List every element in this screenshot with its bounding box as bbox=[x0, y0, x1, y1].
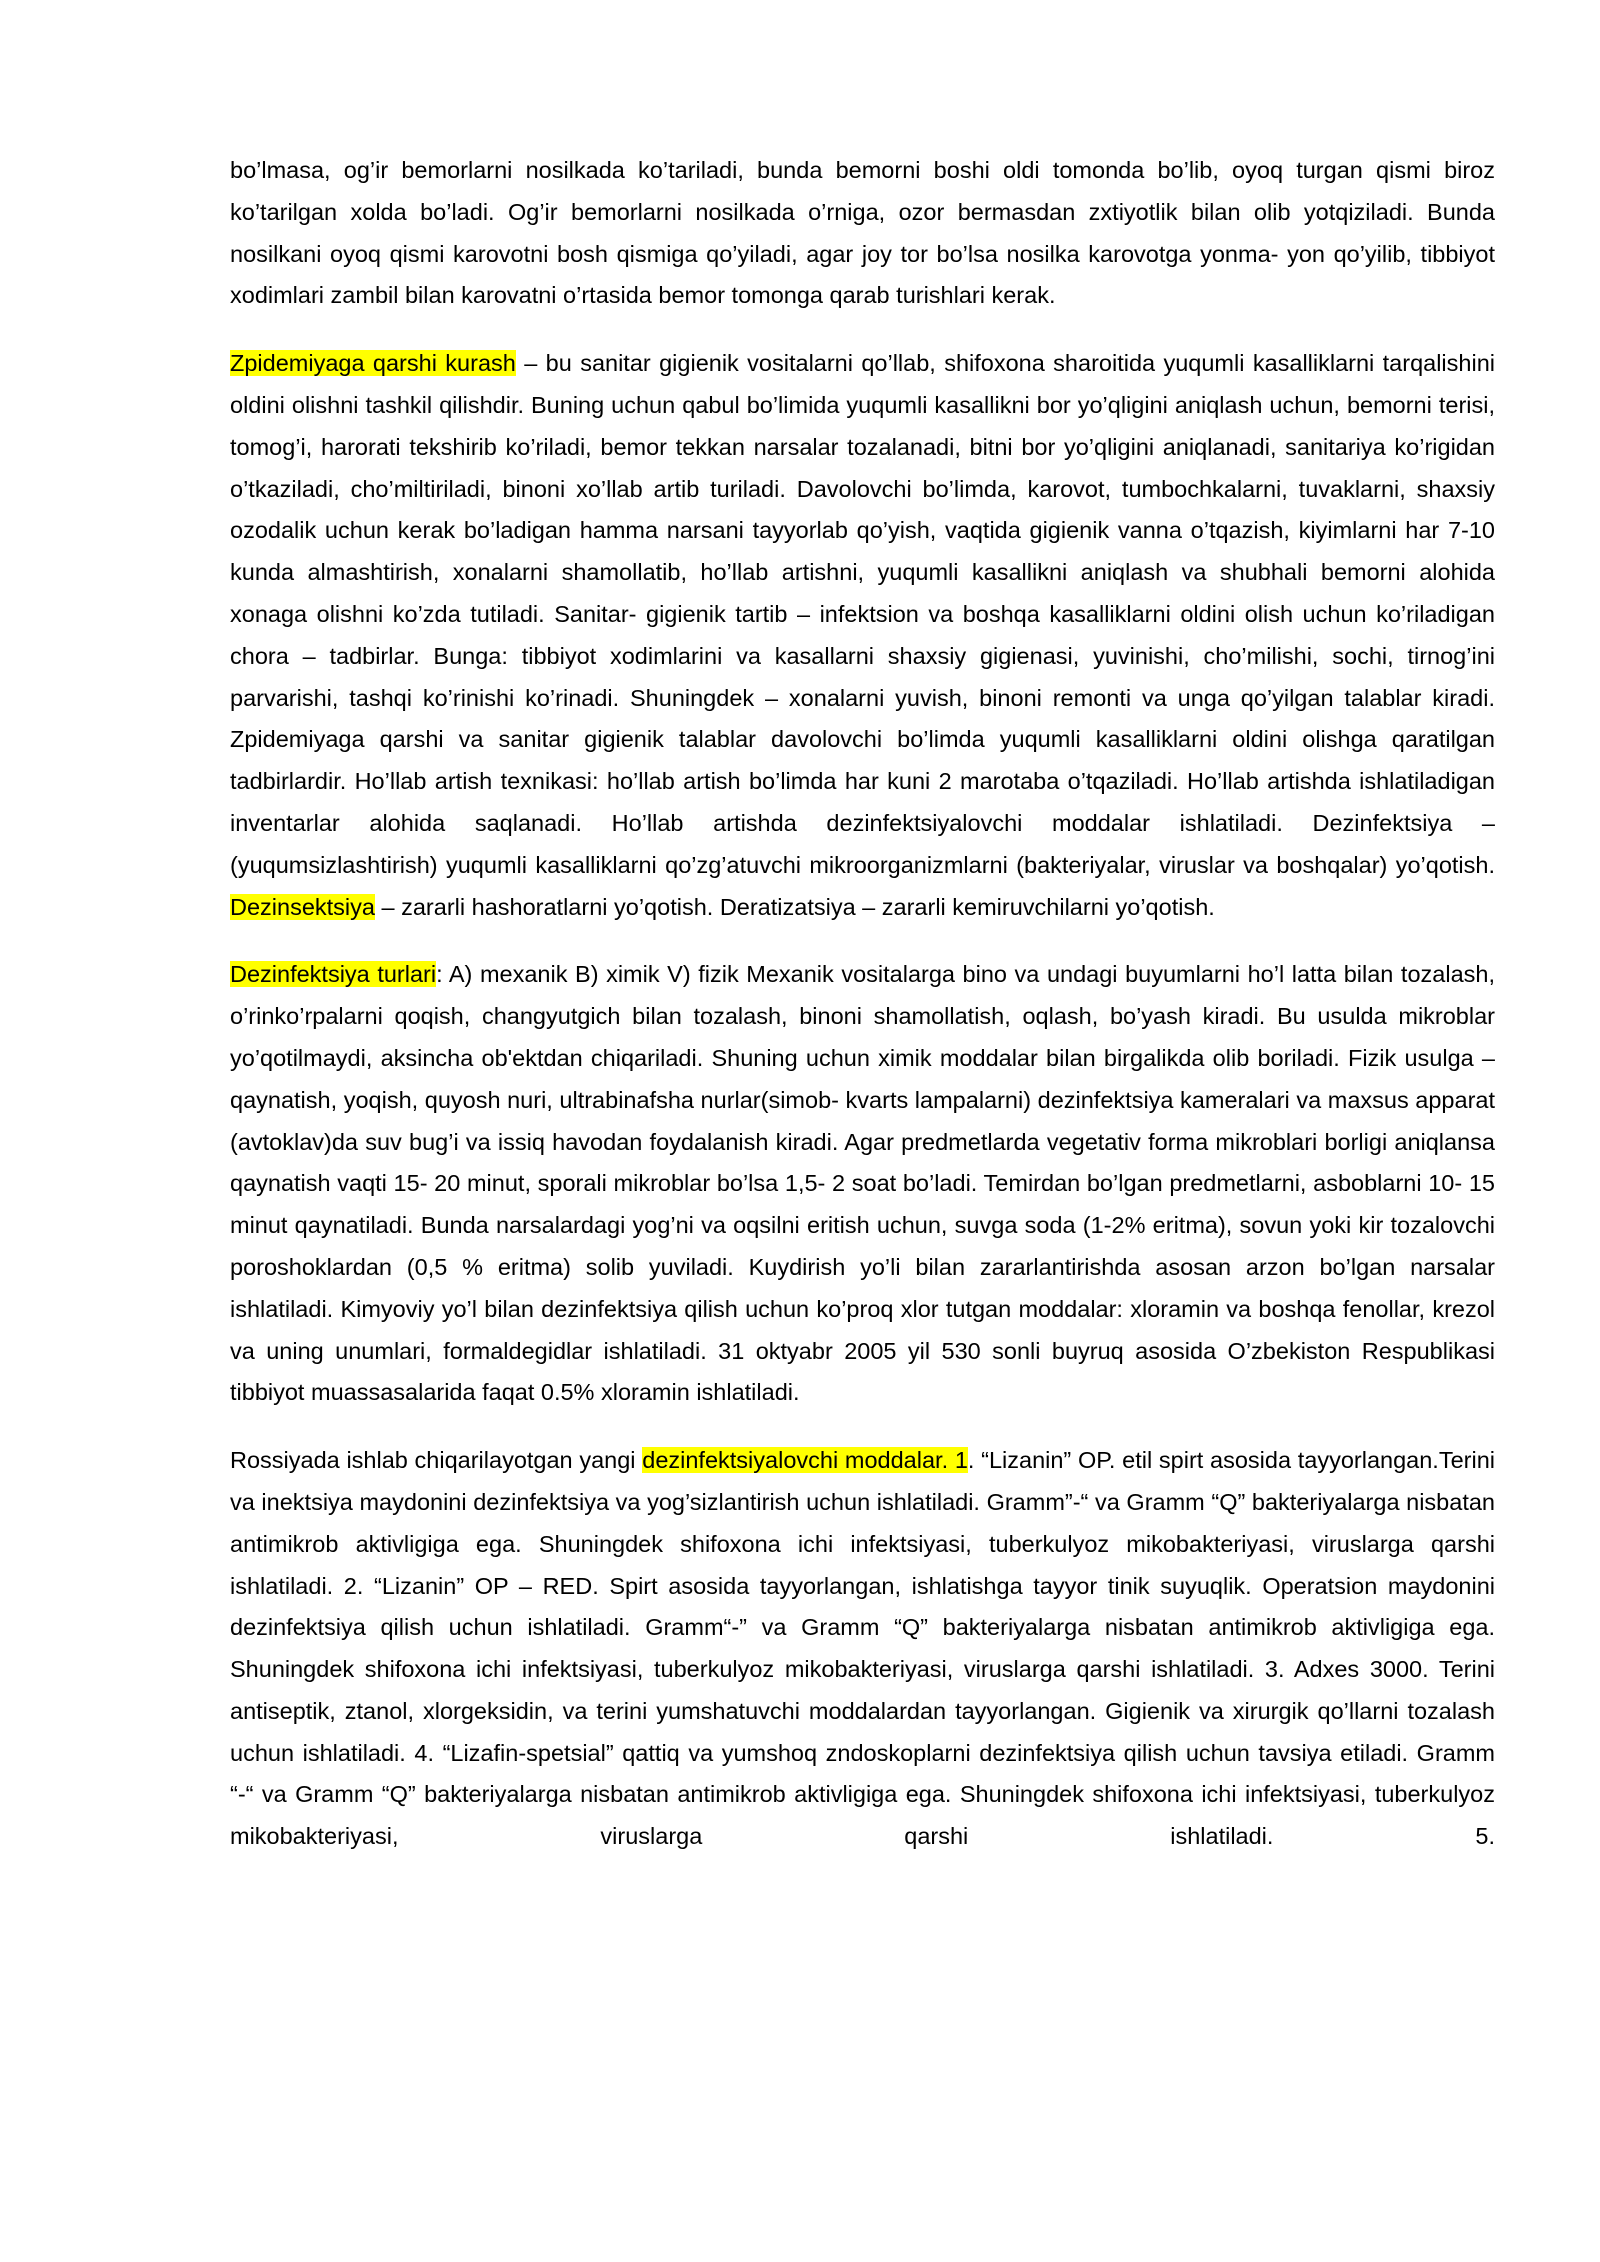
paragraph-disinfection-types bbox=[230, 954, 1495, 1414]
paragraph-epidemic-control bbox=[230, 343, 1495, 928]
highlighted-term-disinfectants: dezinfektsiyalovchi moddalar. 1 bbox=[642, 1447, 968, 1474]
paragraph-text: – zararli hashoratlarni yo’qotish. Deratizatsiya – zararli kemiruvchilarni yo’qotish. bbox=[374, 893, 1215, 920]
paragraph-text: Rossiyada ishlab chiqarilayotgan yangi bbox=[230, 1447, 643, 1474]
paragraph-text: . “Lizanin” OP. etil spirt asosida tayyorlangan.Terini va inektsiya maydonini dezinfektsiya va yog’sizlantirish uchun ishlatiladi. Gramm”-“ va Gramm “Q” bakteriyalarga nisbatan antimikrob aktivligiga ega. Shuningdek shifoxona ichi infektsiyasi, tuberkulyoz mikobakteriyasi, viruslarga qarshi ishlatiladi. 2. “Lizanin” OP – RED. Spirt asosida tayyorlangan, ishlatishga tayyor tinik suyuqlik. Operatsion maydonini dezinfektsiya qilish uchun ishlatiladi. Gramm“-” va Gramm “Q” bakteriyalarga nisbatan antimikrob aktivligiga ega. Shuningdek shifoxona ichi infektsiyasi, tuberkulyoz mikobakteriyasi, viruslarga qarshi ishlatiladi. 3. Adxes 3000. Terini antiseptik, ztanol, xlorgeksidin, va terini yumshatuvchi moddalardan tayyorlangan. Gigienik va xirurgik qo’llarni tozalash uchun ishlatiladi. 4. “Lizafin-spetsial” qattiq va yumshoq zndoskoplarni dezinfektsiya qilish uchun tavsiya etiladi. Gramm “-“ va Gramm “Q” bakteriyalarga nisbatan antimikrob aktivligiga ega. Shuningdek shifoxona ichi infektsiyasi, tuberkulyoz mikobakteriyasi, viruslarga qarshi ishlatiladi. 5. bbox=[230, 1447, 1495, 1850]
highlighted-term-disinfection-types: Dezinfektsiya turlari bbox=[230, 961, 437, 988]
paragraph-text: : A) mexanik B) ximik V) fizik Mexanik vositalarga bino va undagi buyumlarni ho’l latta bilan tozalash, o’rinko’rpalarni qoqish, changyutgich bilan tozalash, binoni shamollatish, oqlash, bo’yash kiradi. Bu usulda mikroblar yo’qotilmaydi, aksincha ob'ektdan chiqariladi. Shuning uchun ximik moddalar bilan birgalikda olib boriladi. Fizik usulga – qaynatish, yoqish, quyosh nuri, ultrabinafsha nurlar(simob- kvarts lampalarni) dezinfektsiya kameralari va maxsus apparat (avtoklav)da suv bug’i va issiq havodan foydalanish kiradi. Agar predmetlarda vegetativ forma mikroblari borligi aniqlansa qaynatish vaqti 15- 20 minut, sporali mikroblar bo’lsa 1,5- 2 soat bo’ladi. Temirdan bo’lgan predmetlarni, asboblarni 10- 15 minut qaynatiladi. Bunda narsalardagi yog’ni va oqsilni eritish uchun, suvga soda (1-2% eritma), sovun yoki kir tozalovchi poroshoklardan (0,5 % eritma) solib yuviladi. Kuydirish yo’li bilan zararlantirishda asosan arzon bo’lgan narsalar ishlatiladi. Kimyoviy yo’l bilan dezinfektsiya qilish uchun ko’proq xlor tutgan moddalar: xloramin va boshqa fenollar, krezol va uning unumlari, formaldegidlar ishlatiladi. 31 oktyabr 2005 yil 530 sonli buyruq asosida O’zbekiston Respublikasi tibbiyot muassasalarida faqat 0.5% xloramin ishlatiladi. bbox=[230, 961, 1495, 1406]
paragraph-text: – bu sanitar gigienik vositalarni qo’llab, shifoxona sharoitida yuqumli kasalliklarni tarqalishini oldini olishni tashkil qilishdir. Buning uchun qabul bo’limida yuqumli kasallikni bor yo’qligini aniqlash uchun, bemorni terisi, tomog’i, harorati tekshirib ko’riladi, bemor tekkan narsalar tozalanadi, bitni bor yo’qligini aniqlanadi, sanitariya ko’rigidan o’tkaziladi, cho’miltiriladi, binoni xo’llab artib turiladi. Davolovchi bo’limda, karovot, tumbochkalarni, tuvaklarni, shaxsiy ozodalik uchun kerak bo’ladigan hamma narsani tayyorlab qo’yish, vaqtida gigienik vanna o’tqazish, kiyimlarni har 7-10 kunda almashtirish, xonalarni shamollatib, ho’llab artishni, yuqumli kasallikni aniqlash va shubhali bemorni alohida xonaga olishni ko’zda tutiladi. Sanitar- gigienik tartib – infektsion va boshqa kasalliklarni oldini olish uchun ko’riladigan chora – tadbirlar. Bunga: tibbiyot xodimlarini va kasallarni shaxsiy gigienasi, yuvinishi, cho’milishi, sochi, tirnog’ini parvarishi, tashqi ko’rinishi ko’rinadi. Shuningdek – xonalarni yuvish, binoni remonti va unga qo’yilgan talablar kiradi. Zpidemiyaga qarshi va sanitar gigienik talablar davolovchi bo’limda yuqumli kasalliklarni oldini olishga qaratilgan tadbirlardir. Ho’llab artish texnikasi: ho’llab artish bo’limda har kuni 2 marotaba o’tqaziladi. Ho’llab artishda ishlatiladigan inventarlar alohida saqlanadi. Ho’llab artishda dezinfektsiyalovchi moddalar ishlatiladi. Dezinfektsiya – (yuqumsizlashtirish) yuqumli kasalliklarni qo’zg’atuvchi mikroorganizmlarni (bakteriyalar, viruslar va boshqalar) yo’qotish. bbox=[230, 350, 1495, 878]
paragraph-text: bo’lmasa, og’ir bemorlarni nosilkada ko’tariladi, bunda bemorni boshi oldi tomonda bo’lib, oyoq turgan qismi biroz ko’tarilgan xolda bo’ladi. Og’ir bemorlarni nosilkada o’rniga, ozor bermasdan zxtiyotlik bilan olib yotqiziladi. Bunda nosilkani oyoq qismi karovotni bosh qismiga qo’yiladi, agar joy tor bo’lsa nosilka karovotga yonma- yon qo’yilib, tibbiyot xodimlari zambil bilan karovatni o’rtasida bemor tomonga qarab turishlari kerak. bbox=[230, 157, 1495, 309]
paragraph-disinfectants bbox=[230, 1440, 1495, 1858]
document-body bbox=[230, 150, 1495, 1884]
paragraph-patient-transfer bbox=[230, 150, 1495, 317]
highlighted-term-epidemic-control: Zpidemiyaga qarshi kurash bbox=[230, 350, 516, 377]
highlighted-term-disinsection: Dezinsektsiya bbox=[230, 893, 375, 920]
